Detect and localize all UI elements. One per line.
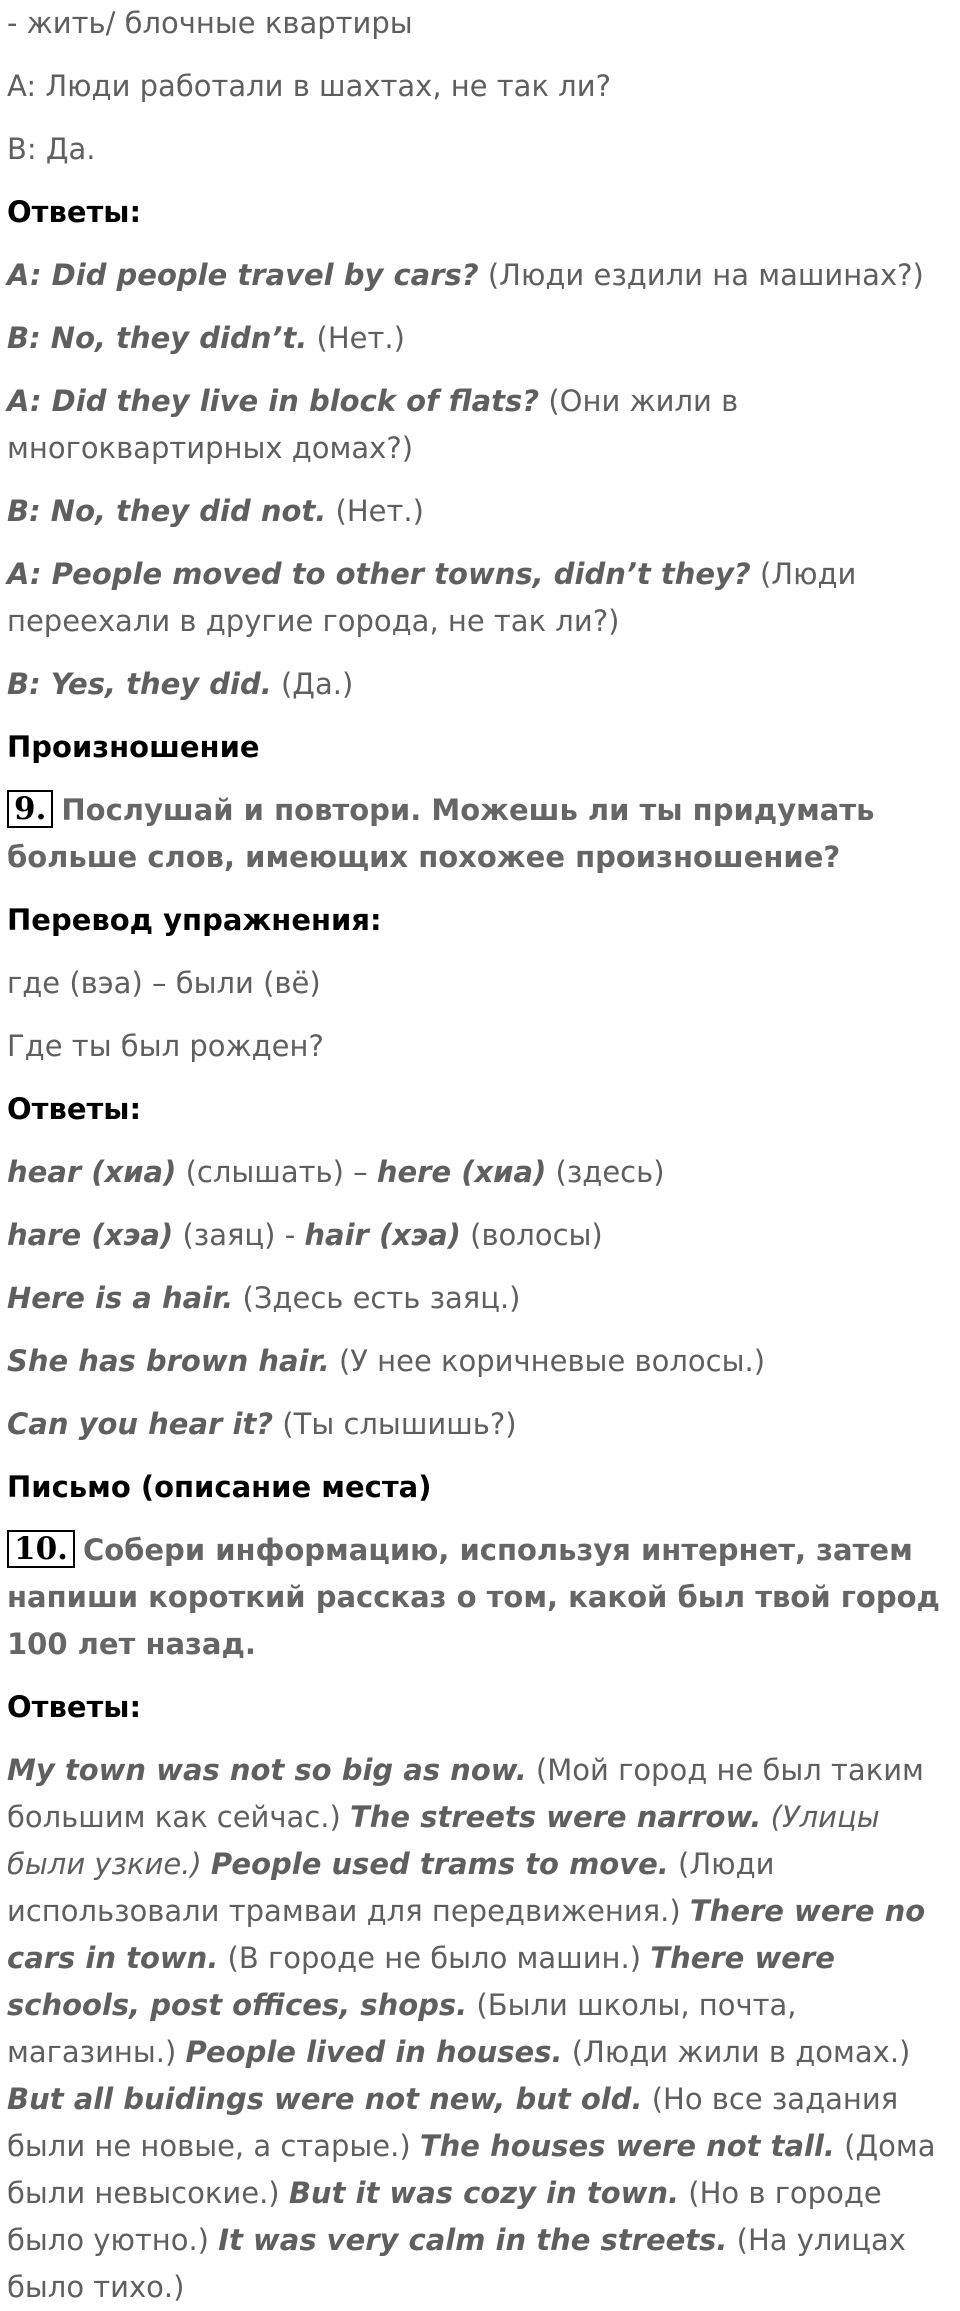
answers-heading: Ответы:	[7, 1690, 142, 1724]
answer-translation: (Здесь есть заяц.)	[233, 1281, 521, 1315]
answer-line	[7, 1149, 947, 1196]
answer-english: A: People moved to other towns, didn’t they?	[7, 557, 751, 591]
task-number-box: 10.	[7, 1530, 75, 1568]
answer-line	[7, 315, 947, 362]
task-10	[7, 1527, 947, 1668]
story-english: The houses were not tall.	[419, 2129, 835, 2163]
story-translation: (Люди использовали трамваи для передвижения.)	[7, 1847, 775, 1928]
text-line: A: Люди работали в шахтах, не так ли?	[7, 69, 611, 103]
answer-translation: (Они жили в многоквартирных домах?)	[7, 384, 739, 465]
answer-translation: (волосы)	[460, 1218, 603, 1252]
story-translation: (На улицах было тихо.)	[7, 2223, 906, 2304]
task-9	[7, 787, 947, 881]
story-english: There were schools, post offices, shops.	[7, 1941, 835, 2022]
answer-translation: (Да.)	[271, 667, 354, 701]
section-heading-pronunciation: Произношение	[7, 730, 260, 764]
answer-translation: (Люди переехали в другие города, не так ли?)	[7, 557, 857, 638]
story-english: But all buidings were not new, but old.	[7, 2082, 643, 2116]
answer-english: here (хиа)	[376, 1155, 547, 1189]
answers-heading: Ответы:	[7, 1092, 142, 1126]
story-translation: (Дома были невысокие.)	[7, 2129, 936, 2210]
answer-english: Here is a hair.	[7, 1281, 234, 1315]
task-text: Собери информацию, используя интернет, затем напиши короткий рассказ о том, какой был твой город 100 лет назад.	[7, 1533, 940, 1661]
section-heading-writing: Письмо (описание места)	[7, 1470, 432, 1504]
answer-english: B: Yes, they did.	[7, 667, 272, 701]
answer-line	[7, 252, 947, 299]
answer-line	[7, 1212, 947, 1259]
story-english: People used trams to move.	[210, 1847, 669, 1881]
story-translation: (Мой город не был таким большим как сейчас.)	[7, 1753, 924, 1834]
story-translation: (Но в городе было уютно.)	[7, 2176, 882, 2257]
answer-translation: (Нет.)	[326, 494, 424, 528]
answer-english: A: Did people travel by cars?	[7, 258, 479, 292]
answer-english: She has brown hair.	[7, 1344, 330, 1378]
story-english: But it was cozy in town.	[288, 2176, 680, 2210]
story-paragraph	[7, 1747, 947, 2311]
answer-line	[7, 1275, 947, 1322]
answer-translation: (Ты слышишь?)	[273, 1407, 517, 1441]
answer-english: Can you hear it?	[7, 1407, 274, 1441]
story-translation: (Но все задания были не новые, а старые.)	[7, 2082, 899, 2163]
story-english: My town was not so big as now.	[7, 1753, 527, 1787]
answer-line	[7, 551, 947, 645]
answer-english: B: No, they didn’t.	[7, 321, 308, 355]
task-number-box: 9.	[7, 790, 53, 828]
answer-translation: (здесь)	[546, 1155, 665, 1189]
answer-english: hare (хэа)	[7, 1218, 174, 1252]
answer-line	[7, 661, 947, 708]
answer-english: hear (хиа)	[7, 1155, 177, 1189]
translation-line: Где ты был рожден?	[7, 1029, 324, 1063]
translation-heading: Перевод упражнения:	[7, 903, 382, 937]
story-translation: (Улицы были узкие.)	[7, 1800, 880, 1881]
answer-translation: (У нее коричневые волосы.)	[329, 1344, 766, 1378]
answer-line	[7, 378, 947, 472]
answer-translation: (заяц) -	[173, 1218, 305, 1252]
answer-line	[7, 488, 947, 535]
translation-line: где (вэа) – были (вё)	[7, 966, 321, 1000]
answer-translation: (слышать) –	[176, 1155, 377, 1189]
story-english: The streets were narrow.	[350, 1800, 762, 1834]
answer-line	[7, 1338, 947, 1385]
task-text: Послушай и повтори. Можешь ли ты придумать больше слов, имеющих похожее произношение?	[7, 793, 875, 874]
story-translation: (В городе не было машин.)	[218, 1941, 651, 1975]
answer-english: A: Did they live in block of flats?	[7, 384, 540, 418]
story-english: People lived in houses.	[185, 2035, 563, 2069]
story-translation: (Люди жили в домах.)	[562, 2035, 911, 2069]
answer-translation: (Люди ездили на машинах?)	[478, 258, 924, 292]
answers-heading: Ответы:	[7, 195, 142, 229]
answer-line	[7, 1401, 947, 1448]
text-line: B: Да.	[7, 132, 96, 166]
text-line: - жить/ блочные квартиры	[7, 6, 413, 40]
answer-english: B: No, they did not.	[7, 494, 327, 528]
story-english: It was very calm in the streets.	[218, 2223, 728, 2257]
answer-translation: (Нет.)	[307, 321, 405, 355]
story-english: There were no cars in town.	[7, 1894, 926, 1975]
story-translation: (Были школы, почта, магазины.)	[7, 1988, 797, 2069]
answer-english: hair (хэа)	[304, 1218, 461, 1252]
